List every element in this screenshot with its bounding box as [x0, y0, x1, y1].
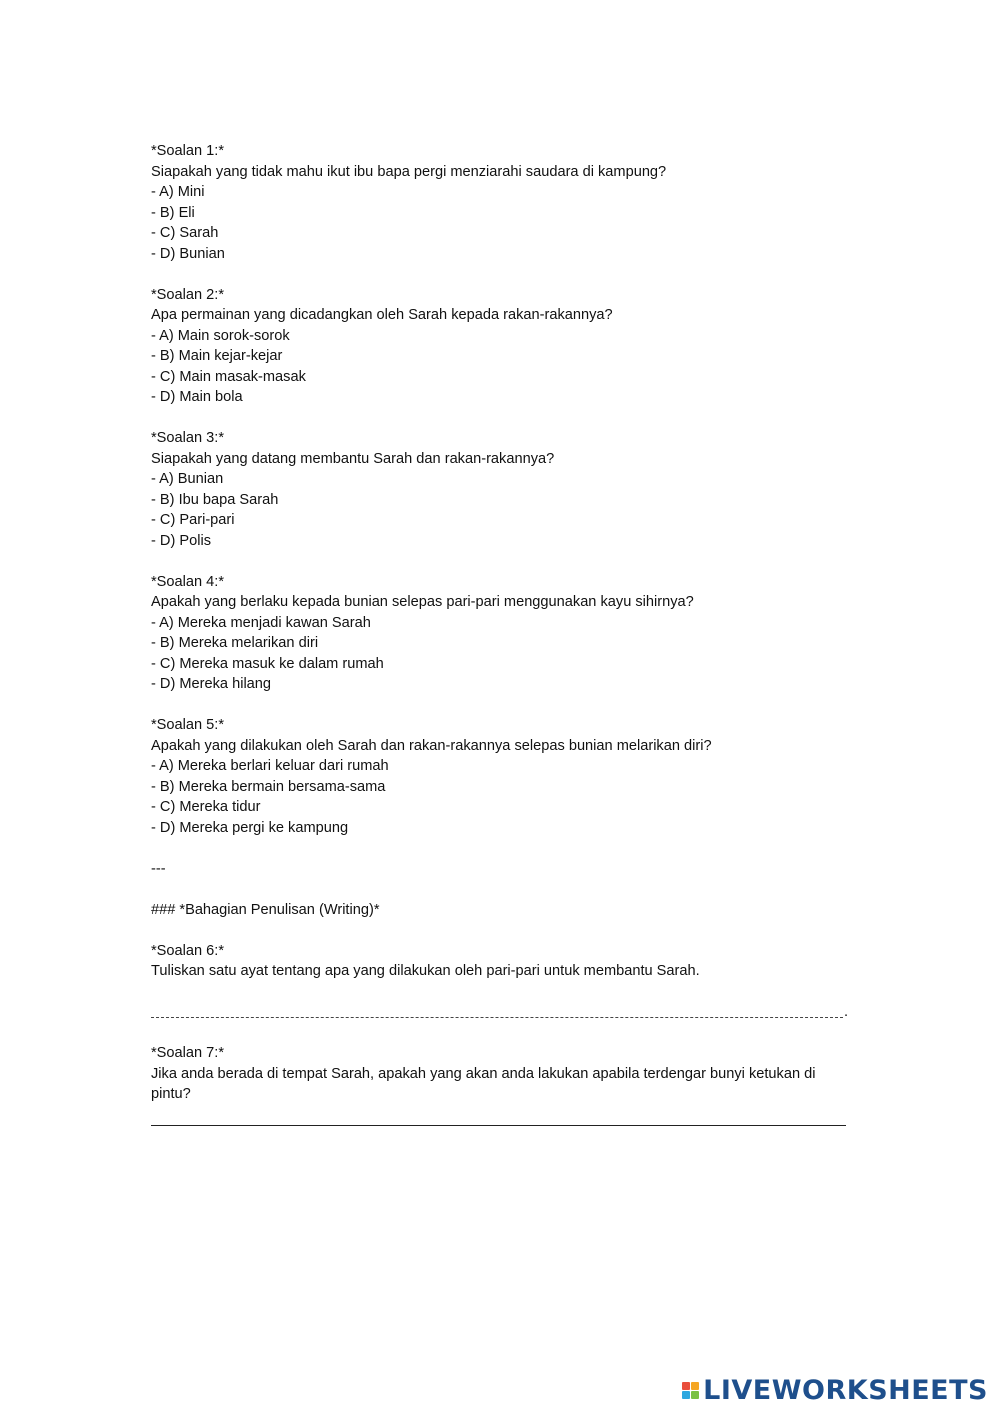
question-3 [151, 428, 851, 551]
question-heading: *Soalan 3:* [151, 430, 225, 446]
spacer [151, 982, 851, 1003]
question-7 [151, 1043, 851, 1126]
line-end-period: . [844, 1004, 849, 1020]
writing-section-title: ### *Bahagian Penulisan (Writing)* [151, 901, 380, 918]
question-heading: *Soalan 1:* [151, 143, 225, 159]
option-c: - C) Mereka tidur [151, 799, 261, 815]
worksheet-content [151, 141, 851, 1126]
option-b: - B) Eli [151, 204, 195, 221]
option-a: - A) Mereka berlari keluar dari rumah [151, 758, 389, 774]
question-4 [151, 572, 851, 695]
spacer [151, 1023, 851, 1044]
spacer [151, 920, 851, 941]
question-prompt: Siapakah yang datang membantu Sarah dan rakan-rakannya? [151, 450, 555, 467]
option-b: - B) Mereka bermain bersama-sama [151, 778, 386, 795]
question-heading: *Soalan 6:* [151, 942, 225, 959]
question-heading: *Soalan 4:* [151, 573, 225, 590]
question-prompt: Apa permainan yang dicadangkan oleh Sarah kepada rakan-rakannya? [151, 307, 613, 323]
option-b: - B) Ibu bapa Sarah [151, 491, 279, 508]
question-prompt: Apakah yang dilakukan oleh Sarah dan rakan-rakannya selepas bunian melarikan diri? [151, 737, 712, 754]
question-5 [151, 715, 851, 838]
logo-tile [691, 1382, 699, 1390]
logo-text: LIVEWORKSHEETS [703, 1375, 988, 1406]
question-prompt: Jika anda berada di tempat Sarah, apakah yang akan anda lakukan apabila terdengar bunyi ketukan di pintu? [151, 1065, 820, 1102]
section-separator: --- [151, 860, 166, 877]
option-d: - D) Mereka pergi ke kampung [151, 819, 349, 836]
question-prompt: Tuliskan satu ayat tentang apa yang dilakukan oleh pari-pari untuk membantu Sarah. [151, 963, 700, 979]
question-prompt: Siapakah yang tidak mahu ikut ibu bapa pergi menziarahi saudara di kampung? [151, 163, 667, 180]
liveworksheets-logo-icon [682, 1382, 699, 1399]
liveworksheets-logo [682, 1375, 988, 1406]
spacer [151, 551, 851, 572]
option-b: - B) Main kejar-kejar [151, 348, 283, 364]
spacer [151, 879, 851, 900]
option-c: - C) Sarah [151, 225, 219, 241]
dashed-answer-line [151, 1017, 843, 1018]
question-6 [151, 941, 851, 1023]
logo-tile [682, 1382, 690, 1390]
option-c: - C) Main masak-masak [151, 368, 306, 385]
option-a: - A) Mereka menjadi kawan Sarah [151, 614, 371, 631]
logo-tile [682, 1391, 690, 1399]
option-d: - D) Polis [151, 532, 211, 549]
spacer [151, 838, 851, 859]
question-heading: *Soalan 2:* [151, 286, 225, 303]
spacer [151, 264, 851, 285]
option-a: - A) Mini [151, 184, 205, 200]
question-heading: *Soalan 7:* [151, 1045, 225, 1061]
spacer [151, 695, 851, 716]
question-heading: *Soalan 5:* [151, 717, 225, 733]
option-c: - C) Mereka masuk ke dalam rumah [151, 655, 384, 672]
option-a: - A) Main sorok-sorok [151, 327, 290, 344]
answer-area-q6[interactable] [151, 1002, 851, 1023]
option-d: - D) Bunian [151, 245, 225, 262]
logo-tile [691, 1391, 699, 1399]
option-d: - D) Main bola [151, 389, 243, 405]
answer-area-q7[interactable] [151, 1105, 846, 1126]
option-c: - C) Pari-pari [151, 512, 235, 528]
option-d: - D) Mereka hilang [151, 676, 272, 692]
question-1 [151, 141, 851, 264]
option-a: - A) Bunian [151, 471, 224, 487]
question-prompt: Apakah yang berlaku kepada bunian selepas pari-pari menggunakan kayu sihirnya? [151, 594, 694, 610]
option-b: - B) Mereka melarikan diri [151, 635, 319, 651]
spacer [151, 408, 851, 429]
question-2 [151, 285, 851, 408]
